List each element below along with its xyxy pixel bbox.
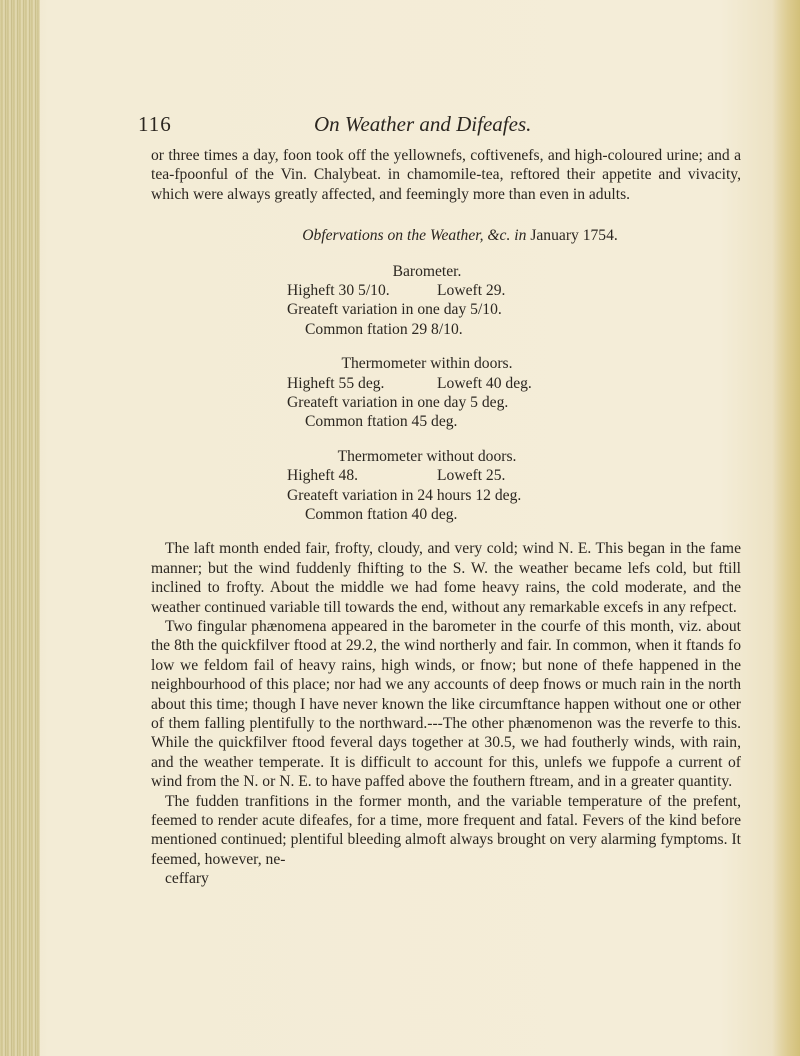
thermometer-within-title: Thermometer within doors. [341, 355, 513, 373]
thermometer-within-lowest: Loweft 40 deg. [437, 374, 532, 392]
paragraph-phaenomena: Two fingular phænomena appeared in the barometer in the courfe of this month, viz. about the 8th the quickfilver ftood at 29.2, the wind northerly and fair. In common, when it ftands fo low we feldom fail of heavy rains, high winds, or fnow; but none of thefe happened in the neighbourhood of this place; nor had we any accounts of deep fnows or much rain in the north about this time; though I have never known the like circumftance happen without one or other of them falling plentifully to the northward.---The other phænomenon was the reverfe to this. While the quickfilver ftood feveral days together at 30.5, we had foutherly winds, with rain, and the weather temperate. It is difficult to account for this, unlefs we fuppofe a current of wind from the N. or N. E. to have paffed above the fouthern ftream, and in a greater quantity. [151, 617, 741, 791]
thermometer-without-common-row [287, 505, 607, 524]
thermometer-within-extremes-row [287, 374, 607, 393]
thermometer-within-highest: Higheft 55 deg. [287, 374, 385, 392]
running-title: On Weather and Difeafes. [314, 112, 532, 136]
page-right-edge [772, 0, 800, 1056]
catchword: ceffary [165, 870, 209, 888]
barometer-variation-row [287, 300, 607, 319]
paragraph-last-month: The laft month ended fair, frofty, cloudy, and very cold; wind N. E. This began in the fame manner; but the wind fuddenly fhifting to the S. W. the weather became lefs cold, but ftill inclined to frofty. About the middle we had fome heavy rains, the cold moderate, and the weather continued variable till towards the end, without any remarkable excefs in any refpect. [151, 540, 741, 616]
thermometer-without-common: Common ftation 40 deg. [305, 505, 458, 523]
thermometer-within-variation: Greateft variation in one day 5 deg. [287, 394, 509, 411]
page-number: 116 [138, 112, 172, 136]
page-content [151, 146, 741, 889]
thermometer-within-common: Common ftation 45 deg. [305, 413, 458, 431]
barometer-highest: Higheft 30 5/10. [287, 282, 390, 300]
thermometer-without-title: Thermometer without doors. [337, 447, 517, 465]
thermometer-without-variation-row [287, 486, 607, 505]
barometer-common: Common ftation 29 8/10. [305, 320, 463, 338]
running-head [138, 112, 698, 138]
thermometer-within-variation-row [287, 393, 607, 412]
page-binding-edge [0, 0, 40, 1056]
barometer-lowest: Loweft 29. [437, 282, 506, 300]
thermometer-within-common-row [287, 412, 607, 431]
thermometer-without-extremes-row [287, 466, 607, 485]
observations-heading [151, 226, 741, 245]
barometer-common-row [287, 320, 607, 339]
thermometer-without-highest: Higheft 48. [287, 467, 359, 485]
thermometer-without-lowest: Loweft 25. [437, 467, 506, 485]
thermometer-without-variation: Greateft variation in 24 hours 12 deg. [287, 486, 522, 504]
intro-paragraph: or three times a day, foon took off the yellownefs, coftivenefs, and high-coloured urine; and a tea-fpoonful of the Vin. Chalybeat. in chamomile-tea, reftored their appetite and vivacity, which were always greatly affected, and feemingly more than even in adults. [151, 147, 741, 203]
thermometer-within-group [287, 354, 607, 432]
barometer-title: Barometer. [392, 262, 462, 280]
paragraph-transitions: The fudden tranfitions in the former month, and the variable temperature of the prefent, feemed to render acute difeafes, for a time, more frequent and fatal. Fevers of the kind before mentioned continued; plentiful bleeding almoft always brought on very alarming fymptoms. It feemed, however, ne- [151, 792, 741, 868]
observations-heading-italic: Obfervations on the Weather, &c. in [302, 227, 527, 245]
barometer-variation: Greateft variation in one day 5/10. [287, 301, 502, 319]
body-text [151, 539, 741, 888]
observations-heading-date: January 1754. [530, 227, 618, 245]
thermometer-without-group [287, 447, 607, 525]
barometer-group [287, 262, 607, 340]
barometer-extremes-row [287, 281, 607, 300]
weather-observations-table [287, 262, 607, 525]
